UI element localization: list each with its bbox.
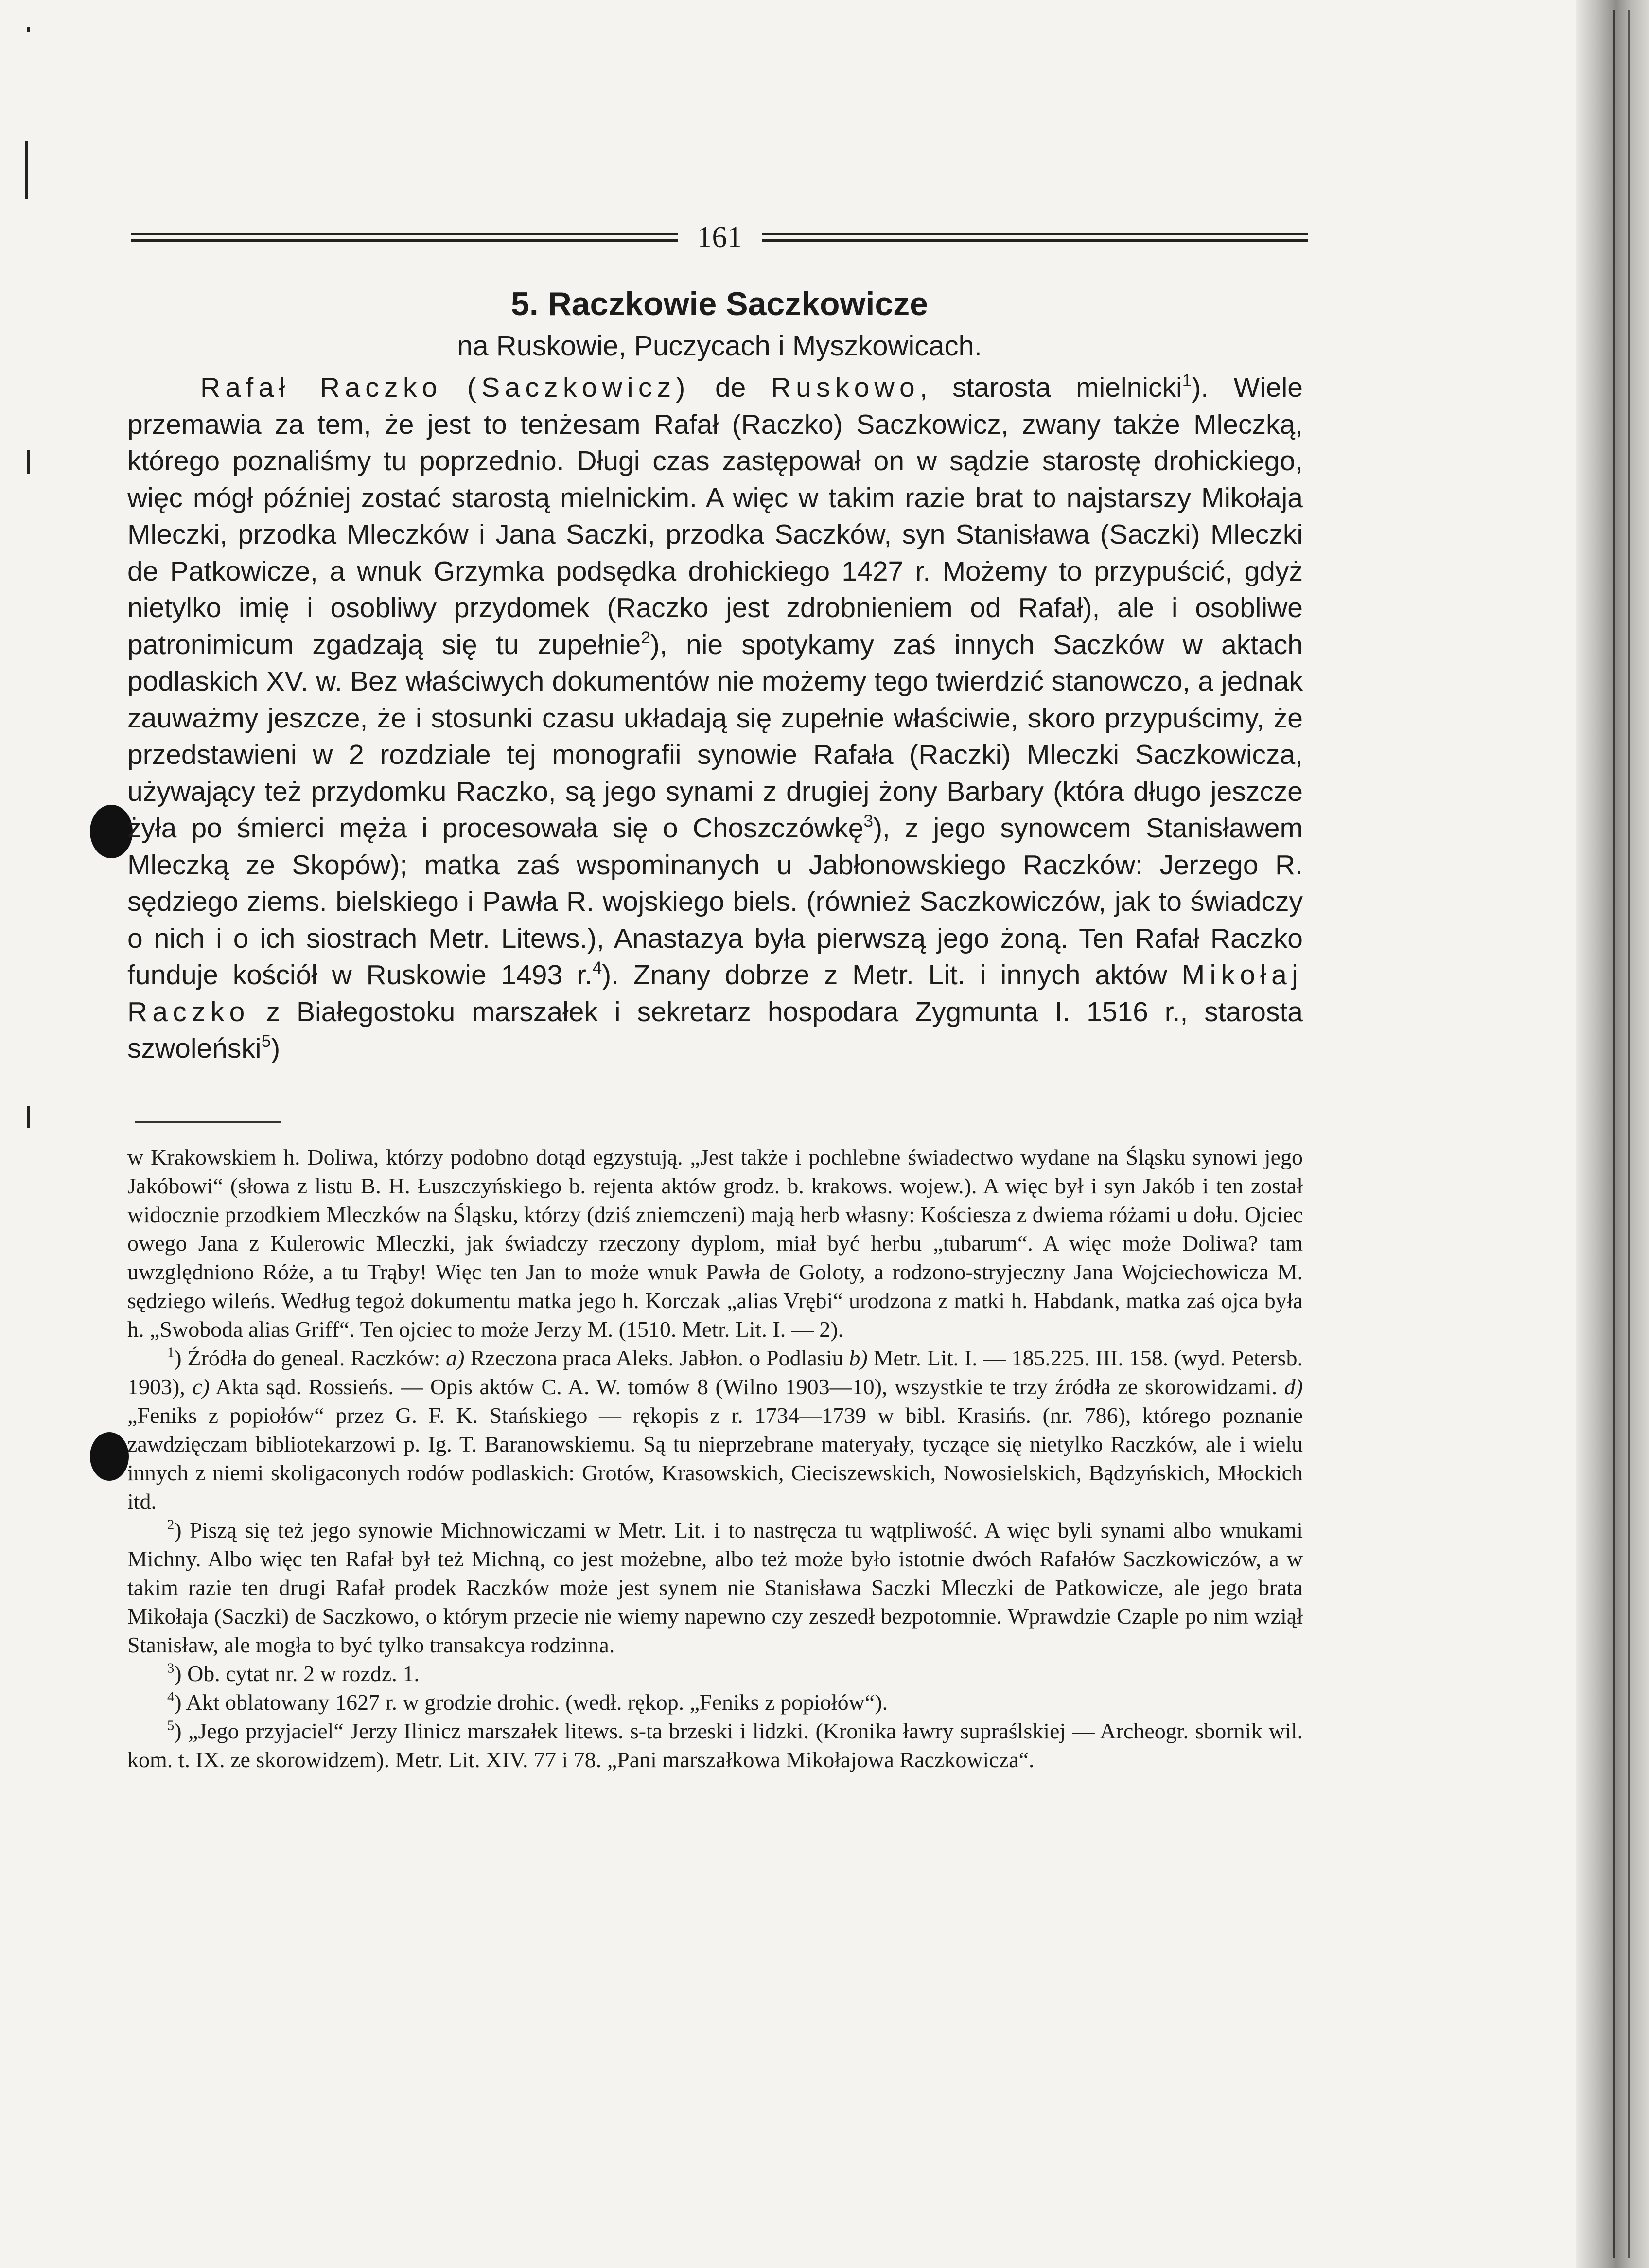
text-span: ) Ob. cytat nr. 2 w rozdz. 1. [174, 1661, 420, 1686]
text-span: „Feniks z popiołów“ przez G. F. K. Stańskiego — rękopis z r. 1734—1739 w bibl. Krasińs. (nr. 786), którego poznanie zawdzięczam bibliotekarzowi p. Ig. T. Baranowskiemu. Są tu nieprzebrane materyały, tyczące się nietylko Raczków, ale i wielu innych z niemi skoligaconych rodów podlaskich: Grotów, Krasowskich, Cieciszewskich, Nowosielskich, Bądzyńskich, Młockich itd. [127, 1403, 1303, 1514]
footnote-1 [127, 1344, 1303, 1516]
list-label: d) [1284, 1374, 1303, 1399]
footnote-ref: 2 [641, 628, 650, 647]
text-span: , starosta mielnicki [919, 372, 1182, 403]
scan-hole [90, 805, 133, 858]
scan-mark [25, 141, 28, 199]
header-rule-right [762, 233, 1308, 242]
footnote-mark: 2 [167, 1517, 175, 1533]
text-span: ) [271, 1033, 281, 1064]
list-label: c) [192, 1374, 210, 1399]
text-span: ), z jego synowcem Stanisławem Mleczką ze Skopów); matka zaś wspominanych u Jabłonowskiego Raczków: Jerzego R. sędziego ziems. bielskiego i Pawła R. wojskiego biels. (również Saczkowiczów, jak to świadczy o nich i o ich siostrach Metr. Litews.), Anastazya była pierwszą jego żoną. Ten Rafał Raczko funduje kościół w Ruskowie 1493 r. [127, 813, 1303, 991]
text-span: ), nie spotykamy zaś innych Saczków w aktach podlaskich XV. w. Bez właściwych dokumentów nie możemy tego twierdzić stanowczo, a jednak zauważmy jeszcze, że i stosunki czasu układają się zupełnie właściwie, skoro przypuścimy, że przedstawieni w 2 rozdziale tej monografii synowie Rafała (Raczki) Mleczki Saczkowicza, używający też przydomku Raczko, są jego synami z drugiej żony Barbary (która długo jeszcze żyła po śmierci męża i procesowała się o Choszczówkę [127, 629, 1303, 844]
text-span: ). Wiele przemawia za tem, że jest to tenżesam Rafał (Raczko) Saczkowicz, zwany także Mleczką, którego poznaliśmy tu poprzednio. Długi czas zastępował on w sądzie starostę drohickiego, więc mógł później zostać starostą mielnickim. A więc w takim razie brat to najstarszy Mikołaja Mleczki, przodka Mleczków i Jana Saczki, przodka Saczków, syn Stanisława (Saczki) Mleczki de Patkowicze, a wnuk Grzymka podsędka drohickiego 1427 r. Możemy to przypuścić, gdyż nietylko imię i osobliwy przydomek (Raczko jest zdrobnieniem od Rafał), ale i osobliwe patronimicum zgadzają się tu zupełnie [127, 372, 1303, 660]
page-edge-line [1613, 10, 1615, 2258]
footnote-mark: 3 [167, 1661, 175, 1676]
list-label: b) [849, 1346, 868, 1370]
text-span: de [715, 372, 746, 403]
text-span: (Saczkowicz) [467, 372, 690, 403]
footnote-ref: 3 [863, 812, 874, 831]
text-span: Rzeczona praca Aleks. Jabłon. o Podlasiu [470, 1346, 843, 1370]
place-name: Ruskowo [771, 372, 920, 403]
text-span: Akta sąd. Rossieńs. — Opis aktów C. A. W. tomów 8 (Wilno 1903—10), wszystkie te trzy źródła ze skorowidzami. [215, 1374, 1278, 1399]
footnote-2 [127, 1516, 1303, 1659]
section-subtitle: na Ruskowie, Puczycach i Myszkowicach. [457, 330, 982, 362]
scan-mark [27, 27, 30, 32]
footnote-ref: 5 [261, 1032, 271, 1051]
footnote-mark: 1 [167, 1345, 175, 1361]
text-span: ) Piszą się też jego synowie Michnowiczami w Metr. Lit. i to nastręcza tu wątpliwość. A więc byli synami albo wnukami Michny. Albo więc ten Rafał był też Michną, co jest możebne, albo też może było istotnie dwóch Rafałów Saczkowiczów, a w takim razie ten drugi Rafał prodek Raczków może jest synem nie Stanisława Saczki Mleczki de Patkowicze, ale jego brata Mikołaja (Saczki) de Saczkowo, o którym przecie nie wiemy napewno czy zeszedł bezpotomnie. Wprawdzie Czaple po nim wziął Stanisław, ale mogła to być tylko transakcya rodzinna. [127, 1518, 1303, 1657]
footnote-ref: 4 [592, 958, 602, 978]
section-title: 5. Raczkowie Saczkowicze [511, 285, 928, 322]
person-name: Mikołaj Raczko [127, 959, 1303, 1028]
scan-mark [27, 1106, 30, 1128]
scan-hole [90, 1432, 129, 1481]
footnote-ref: 1 [1182, 371, 1192, 390]
list-label: a) [446, 1346, 465, 1370]
page-header [131, 213, 1308, 262]
page-edge-line [1628, 10, 1630, 2258]
page-number: 161 [697, 221, 742, 254]
scan-mark [27, 450, 30, 474]
footnote-mark: 4 [167, 1689, 175, 1705]
person-name: Rafał Raczko [200, 372, 442, 403]
text-span: ) Źródła do geneal. Raczków: [174, 1346, 440, 1370]
footnote-separator [135, 1121, 281, 1123]
paragraph [127, 370, 1303, 1067]
main-text [127, 370, 1303, 1067]
footnote-continuation: w Krakowskiem h. Doliwa, którzy podobno dotąd egzystują. „Jest także i pochlebne świadectwo wydane na Śląsku synowi jego Jakóbowi“ (słowa z listu B. H. Łuszczyńskiego b. rejenta aktów grodz. b. krakows. wojew.). A więc był i syn Jakób i ten został widocznie przodkiem Mleczków na Śląsku, którzy (dziś zniemczeni) mają herb własny: Kościesza z dwiema różami u dołu. Ojciec owego Jana z Kulerowic Mleczki, jak świadczy rzeczony dyplom, miał być herbu „tubarum“. A więc może Doliwa? tam uwzględniono Róże, a tu Trąby! Więc ten Jan to może wnuk Pawła de Goloty, a rodzono-stryjeczny Jana Wojciechowicza M. sędziego wileńs. Według tegoż dokumentu matka jego h. Korczak „alias Vrębi“ urodzona z matki h. Habdank, matka zaś ojca była h. „Swoboda alias Griff“. Ten ojciec to może Jerzy M. (1510. Metr. Lit. I. — 2). [127, 1145, 1303, 1342]
text-span: Metr. Lit. I. — 185.225. III. 158. (wyd. Petersb. 1903), [127, 1346, 1303, 1399]
text-span: ). Znany dobrze z Metr. Lit. i innych aktów [602, 959, 1168, 991]
footnote-4 [127, 1688, 1303, 1717]
footnote-mark: 5 [167, 1718, 175, 1734]
page-edge-shadow [1576, 0, 1649, 2268]
footnote-3 [127, 1659, 1303, 1688]
text-span: z Białegostoku marszałek i sekretarz hospodara Zygmunta I. 1516 r., starosta szwoleński [127, 996, 1303, 1064]
text-span: ) „Jego przyjaciel“ Jerzy Ilinicz marszałek litews. s-ta brzeski i lidzki. (Kronika ławry supraślskiej — Archeogr. sbornik wil. kom. t. IX. ze skorowidzem). Metr. Lit. XIV. 77 i 78. „Pani marszałkowa Mikołajowa Raczkowicza“. [127, 1719, 1303, 1772]
footnote-5 [127, 1717, 1303, 1774]
text-span: ) Akt oblatowany 1627 r. w grodzie drohic. (wedł. rękop. „Feniks z popiołów“). [174, 1690, 888, 1715]
footnotes [127, 1143, 1303, 1774]
header-rule-left [131, 233, 678, 242]
